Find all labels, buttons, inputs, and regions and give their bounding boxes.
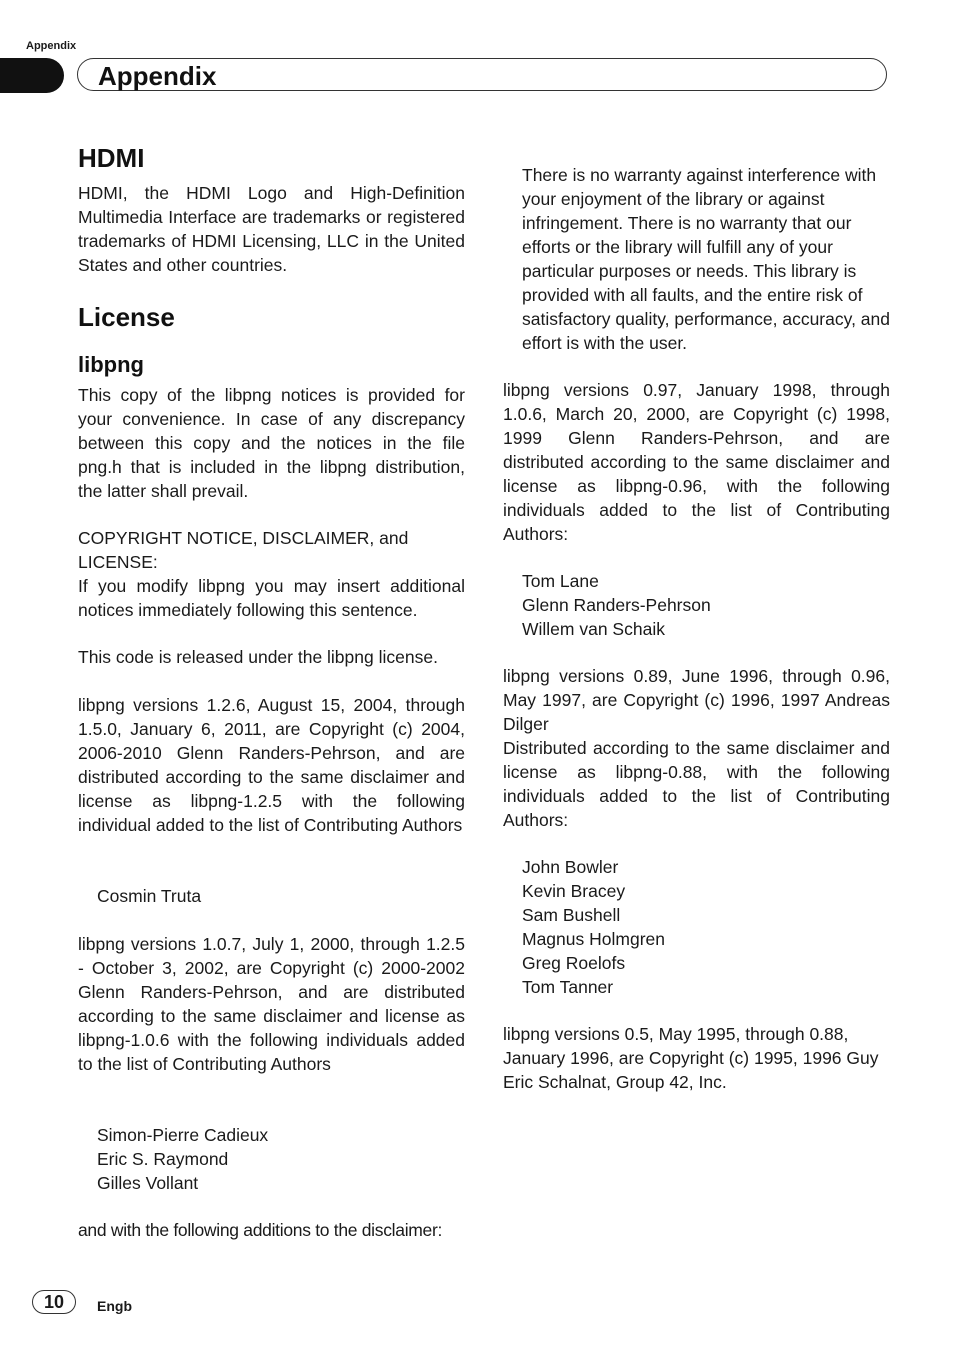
v097-paragraph: libpng versions 0.97, January 1998, through 1.0.6, March 20, 2000, are Copyright (c) 1998, 1999 Glenn Randers-Pehrson, and are distributed according to the same disclaimer and license as libpng-0.96, with the following individuals added to the list of Contributing Authors: <box>503 380 890 544</box>
author-name: Gilles Vollant <box>97 1173 199 1193</box>
hdmi-text <box>78 181 465 277</box>
v097-names <box>503 569 909 641</box>
v05-block <box>503 1022 890 1094</box>
v089-names <box>503 855 909 999</box>
v126-paragraph: libpng versions 1.2.6, August 15, 2004, through 1.5.0, January 6, 2011, are Copyright (c) 2004, 2006-2010 Glenn Randers-Pehrson, and are distributed according to the same disclaimer and license as libpng-1.2.5 with the following individual added to the list of Contributing Authors <box>78 695 465 835</box>
author-name: Willem van Schaik <box>522 619 665 639</box>
author-name: Kevin Bracey <box>522 881 626 901</box>
language-code: Engb <box>97 1298 132 1314</box>
v05-paragraph: libpng versions 0.5, May 1995, through 0.88, January 1996, are Copyright (c) 1995, 1996 Guy Eric Schalnat, Group 42, Inc. <box>503 1024 879 1092</box>
section-title: Appendix <box>98 61 217 91</box>
page-number: 10 <box>32 1290 76 1314</box>
hdmi-paragraph: HDMI, the HDMI Logo and High-Definition Multimedia Interface are trademarks or registered trademarks of HDMI Licensing, LLC in the United States and other countries. <box>78 183 465 275</box>
additions-line <box>78 1218 465 1242</box>
warranty-paragraph: There is no warranty against interference with your enjoyment of the library or against infringement. There is no warranty that our efforts or the library will fulfill any of your particular purposes or needs. This library is provided with all faults, and the entire risk of satisfactory quality, performance, accuracy, and effort is with the user. <box>522 165 890 353</box>
v126-block <box>78 693 465 837</box>
v126-names <box>78 884 484 908</box>
v107-block <box>78 932 465 1076</box>
intro-paragraph: This copy of the libpng notices is provided for your convenience. In case of any discrepancy between this copy and the notices in the file png.h that is included in the libpng distribution, the latter shall prevail. <box>78 385 465 501</box>
author-name: Sam Bushell <box>522 905 621 925</box>
modify-notice <box>78 574 465 622</box>
author-name: Greg Roelofs <box>522 953 626 973</box>
v107-paragraph: libpng versions 1.0.7, July 1, 2000, through 1.2.5 - October 3, 2002, are Copyright (c) 2000-2002 Glenn Randers-Pehrson, and are distributed according to the same disclaimer and license as libpng-1.0.6 with the following individuals added to the list of Contributing Authors <box>78 934 465 1074</box>
copyright-heading <box>78 526 465 574</box>
author-name: Cosmin Truta <box>97 886 202 906</box>
v089-block <box>503 664 890 832</box>
section-title-bar <box>77 58 887 91</box>
released-notice <box>78 645 465 669</box>
libpng-heading: libpng <box>78 352 144 377</box>
libpng-intro <box>78 383 465 503</box>
v089-paragraph-a: libpng versions 0.89, June 1996, through 0.96, May 1997, are Copyright (c) 1996, 1997 Andreas Dilger <box>503 666 890 734</box>
v097-block <box>503 378 890 546</box>
modify-paragraph: If you modify libpng you may insert additional notices immediately following this sentence. <box>78 576 465 620</box>
section-tab-marker <box>0 58 64 93</box>
v107-names <box>78 1123 484 1195</box>
author-name: Magnus Holmgren <box>522 929 665 949</box>
hdmi-heading: HDMI <box>78 143 145 173</box>
warranty-block <box>503 163 890 355</box>
v089-paragraph-b: Distributed according to the same disclaimer and license as libpng-0.88, with the following individuals added to the list of Contributing Authors: <box>503 738 890 830</box>
author-name: Tom Lane <box>522 571 599 591</box>
running-head: Appendix <box>26 40 77 52</box>
author-name: John Bowler <box>522 857 619 877</box>
license-heading: License <box>78 302 175 332</box>
author-name: Simon-Pierre Cadieux <box>97 1125 269 1145</box>
author-name: Glenn Randers-Pehrson <box>522 595 711 615</box>
released-line: This code is released under the libpng license. <box>78 647 438 667</box>
author-name: Tom Tanner <box>522 977 614 997</box>
copyright-line: COPYRIGHT NOTICE, DISCLAIMER, and LICENSE: <box>78 528 409 572</box>
additions-text: and with the following additions to the disclaimer: <box>78 1220 443 1240</box>
author-name: Eric S. Raymond <box>97 1149 229 1169</box>
